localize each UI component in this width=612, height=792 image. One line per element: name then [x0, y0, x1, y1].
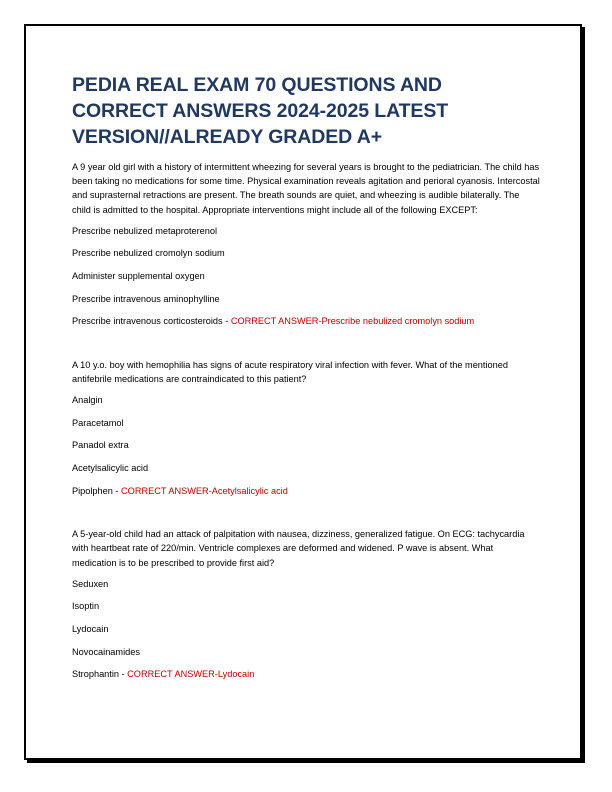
question-stem: A 9 year old girl with a history of intermittent wheezing for several years is brought to the pediatrician. The child has been taking no medications for some time. Physical examination reveals agitation and perioral cyanosis. Intercostal and suprasternal retractions are present. The breath sounds are quiet, and wheezing is audible bilaterally. The child is admitted to the hospital. Appropriate interventions might include all of the following EXCEPT: [72, 162, 540, 215]
answer-option: Seduxen [72, 578, 109, 589]
answer-option: Administer supplemental oxygen [72, 271, 205, 281]
spacer [72, 337, 540, 358]
correct-answer: CORRECT ANSWER-Acetylsalicylic acid [121, 485, 288, 496]
document-title: PEDIA REAL EXAM 70 QUESTIONS AND CORRECT ANSWERS 2024-2025 LATEST VERSION//ALREADY GRADED A+ [72, 74, 449, 148]
answer-option: Novocainamides [72, 646, 140, 657]
question-stem: A 5-year-old child had an attack of palpitation with nausea, dizziness, generalized fatigue. On ECG: tachycardia with heartbeat rate of 220/min. Ventricle complexes are deformed and widened. P wave is absent. What medication is to be prescribed to provide first aid? [72, 529, 525, 568]
answer-separator: - [222, 316, 231, 327]
answer-option: Paracetamol [72, 417, 124, 428]
question-block [72, 160, 540, 328]
answer-option: Isoptin [72, 601, 100, 612]
answer-option: Pipolphen [72, 485, 113, 496]
answer-option-last [72, 314, 540, 328]
question-block [72, 358, 540, 498]
spacer [72, 506, 540, 527]
answer-option: Prescribe intravenous aminophylline [72, 293, 220, 304]
correct-answer: CORRECT ANSWER-Lydocain [127, 669, 255, 680]
answer-separator: - [119, 669, 128, 680]
answer-option-last [72, 667, 540, 681]
answer-option: Acetylsalicylic acid [72, 462, 149, 473]
question-stem: A 10 y.o. boy with hemophilia has signs of acute respiratory viral infection with fever. What of the mentioned antifebrile medications are contraindicated to this patient? [72, 359, 508, 384]
answer-option: Panadol extra [72, 440, 129, 451]
correct-answer: CORRECT ANSWER-Prescribe nebulized cromolyn sodium [230, 316, 475, 327]
answer-separator: - [112, 485, 122, 496]
document-body [72, 72, 540, 690]
answer-option: Lydocain [72, 623, 109, 634]
answer-option: Prescribe nebulized cromolyn sodium [72, 248, 225, 259]
answer-option-last [72, 484, 540, 498]
answer-option: Strophantin [72, 669, 119, 680]
answer-option: Prescribe intravenous corticosteroids [72, 316, 223, 327]
question-block [72, 527, 540, 681]
answer-option: Prescribe nebulized metaproterenol [72, 225, 218, 236]
answer-option: Analgin [72, 395, 103, 406]
